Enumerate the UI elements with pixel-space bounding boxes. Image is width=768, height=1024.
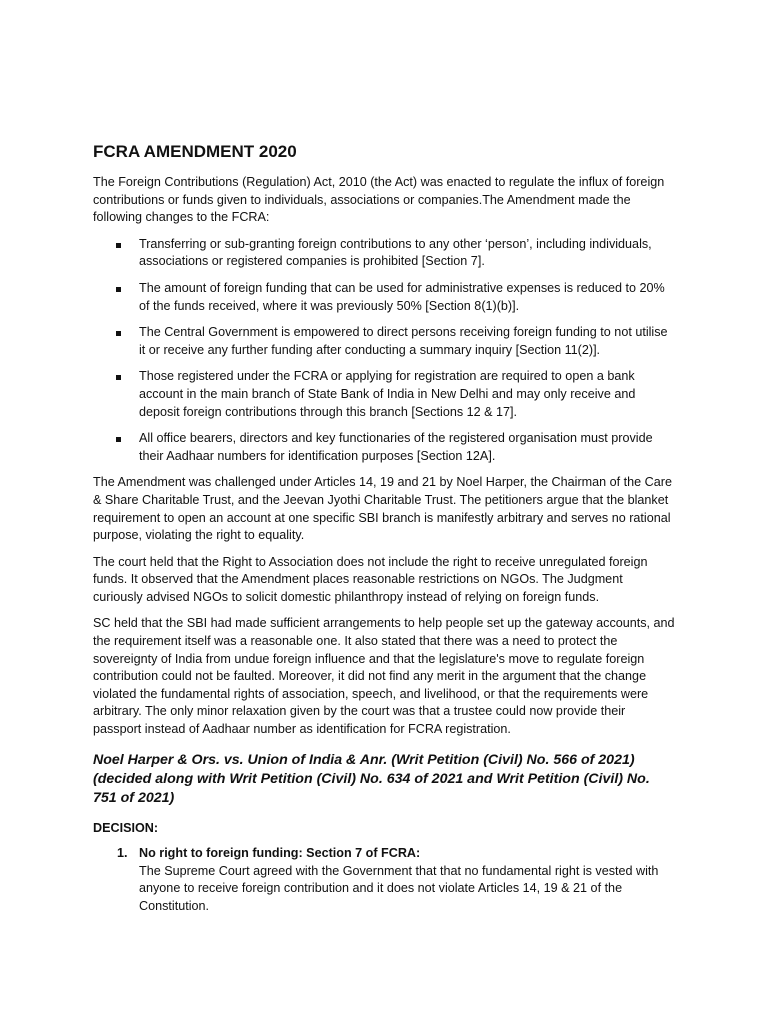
decision-text: The Supreme Court agreed with the Government that that no fundamental right is vested with anyone to receive foreign contribution and it does not violate Articles 14, 19 & 21 of the Constitution. (139, 863, 659, 913)
square-bullet-icon (116, 287, 121, 292)
case-title: Noel Harper & Ors. vs. Union of India & Anr. (Writ Petition (Civil) No. 566 of 2021) (decided along with Writ Petition (Civil) No. 634 of 2021 and Writ Petition (Civil) No. 751 of 2021) (93, 751, 650, 806)
decision-heading: No right to foreign funding: Section 7 of FCRA: (139, 846, 421, 861)
list-item (93, 280, 675, 315)
list-item (93, 324, 675, 359)
document-page (93, 140, 675, 916)
list-item-text: Transferring or sub-granting foreign contributions to any other ‘person’, including individuals, associations or registered companies is prohibited [Section 7]. (139, 236, 652, 269)
amendment-changes-list (93, 236, 675, 466)
square-bullet-icon (116, 243, 121, 248)
square-bullet-icon (116, 437, 121, 442)
list-item (93, 430, 675, 465)
sc-reasoning-paragraph: SC held that the SBI had made sufficient arrangements to help people set up the gateway accounts, and the requirement itself was a reasonable one. It also stated that there was a need to protect the sovereignty of India from undue foreign influence and that the legislature's move to regulate foreign contribution could not be faulted. Moreover, it did not find any merit in the argument that the change violated the fundamental rights of association, speech, and livelihood, or that the requirements were arbitrary. The only minor relaxation given by the court was that a trustee could now provide their passport instead of Aadhaar number as identification for FCRA registration. (93, 616, 675, 737)
list-item-text: The amount of foreign funding that can be used for administrative expenses is reduced to 20% of the funds received, where it was previously 50% [Section 8(1)(b)]. (139, 280, 665, 313)
list-item-text: Those registered under the FCRA or applying for registration are required to open a bank account in the main branch of State Bank of India in New Delhi and may only receive and deposit foreign contributions through this branch [Sections 12 & 17]. (139, 369, 636, 419)
court-holding-paragraph: The court held that the Right to Association does not include the right to receive unregulated foreign funds. It observed that the Amendment places reasonable restrictions on NGOs. The Judgment curiously advised NGOs to solicit domestic philanthropy instead of relying on foreign funds. (93, 554, 648, 604)
document-title: FCRA AMENDMENT 2020 (93, 142, 297, 161)
list-item-text: The Central Government is empowered to direct persons receiving foreign funding to not utilise it or receive any further funding after conducting a summary inquiry [Section 11(2)]. (139, 325, 668, 357)
square-bullet-icon (116, 375, 121, 380)
decision-number: 1. (117, 846, 128, 861)
list-item (93, 236, 675, 271)
decisions-list (93, 845, 675, 915)
square-bullet-icon (116, 331, 121, 336)
decision-label: DECISION: (93, 820, 159, 835)
list-item (93, 368, 675, 421)
challenge-paragraph: The Amendment was challenged under Articles 14, 19 and 21 by Noel Harper, the Chairman of the Care & Share Charitable Trust, and the Jeevan Jyothi Charitable Trust. The petitioners argue that the blanket requirement to open an account at one specific SBI branch is manifestly arbitrary and serves no rational purpose, violating the right to equality. (93, 475, 672, 543)
decision-item (93, 845, 675, 915)
list-item-text: All office bearers, directors and key functionaries of the registered organisation must provide their Aadhaar numbers for identification purposes [Section 12A]. (139, 431, 653, 463)
intro-paragraph: The Foreign Contributions (Regulation) Act, 2010 (the Act) was enacted to regulate the influx of foreign contributions or funds given to individuals, associations or companies.The Amendment made the following changes to the FCRA: (93, 175, 665, 225)
